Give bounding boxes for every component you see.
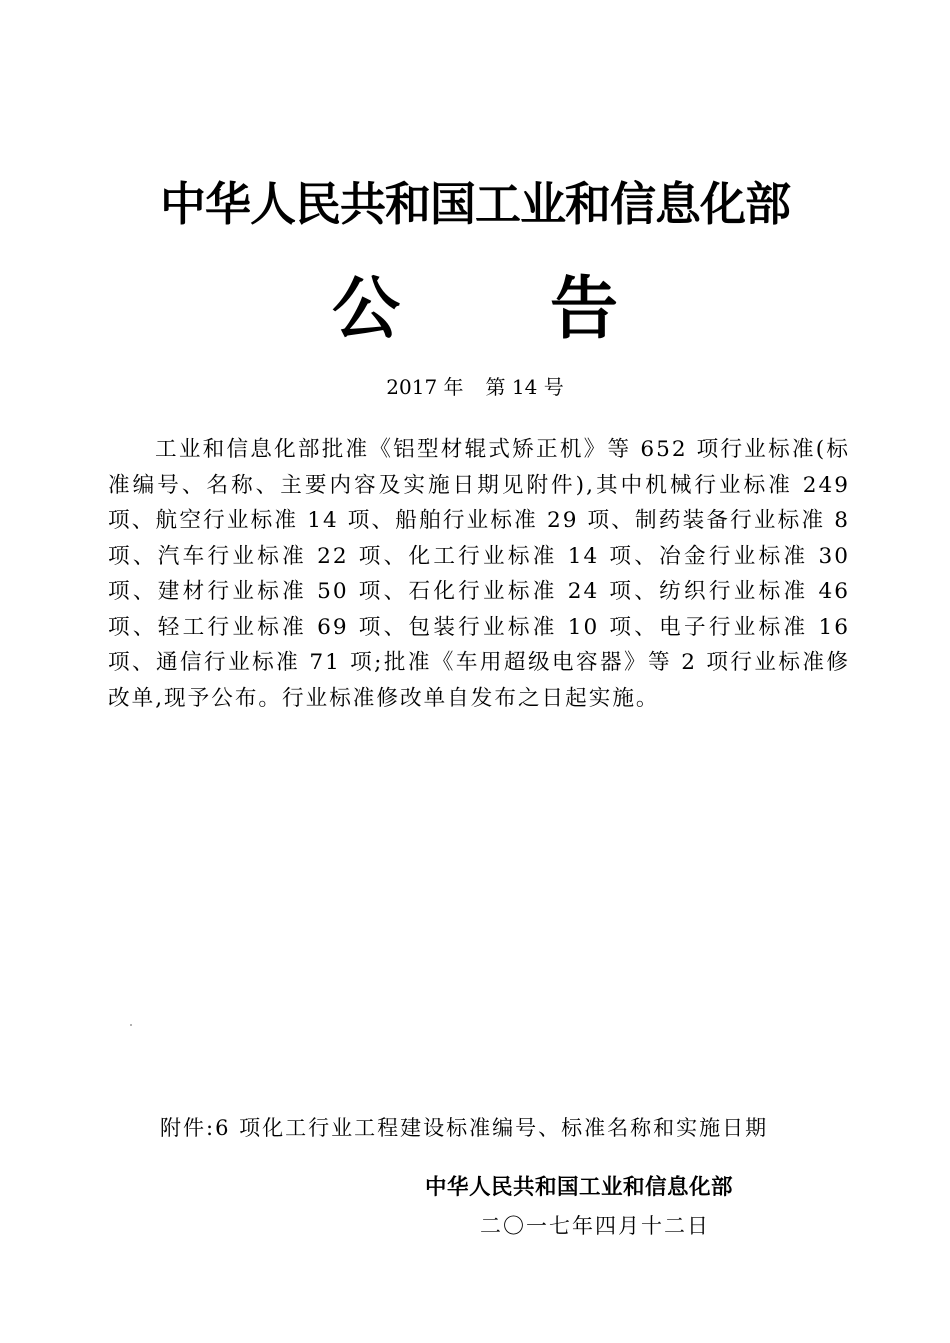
announcement-body: 工业和信息化部批准《铝型材辊式矫正机》等 652 项行业标准(标准编号、名称、主要内容及实施日期见附件),其中机械行业标准 249 项、航空行业标准 14 项、船舶行业标准 29 项、制药装备行业标准 8 项、汽车行业标准 22 项、化工行业标准 14 项、冶金行业标准 30 项、建材行业标准 50 项、石化行业标准 24 项、纺织行业标准 46 项、轻工行业标准 69 项、包装行业标准 10 项、电子行业标准 16 项、通信行业标准 71 项;批准《车用超级电容器》等 2 项行业标准修改单,现予公布。行业标准修改单自发布之日起实施。 [108, 437, 850, 711]
scan-speck [130, 1024, 132, 1026]
attachment-note: 附件:6 项化工行业工程建设标准编号、标准名称和实施日期 [160, 1116, 769, 1140]
document-number [0, 372, 950, 402]
signature-date: 二〇一七年四月十二日 [480, 1214, 710, 1238]
signature-organization: 中华人民共和国工业和信息化部 [425, 1175, 734, 1200]
document-year: 2017 年 [386, 375, 464, 399]
document-type-heading: 公告 [331, 270, 768, 349]
issue-number: 第 14 号 [485, 375, 564, 399]
issuer-title: 中华人民共和国工业和信息化部 [160, 177, 790, 231]
